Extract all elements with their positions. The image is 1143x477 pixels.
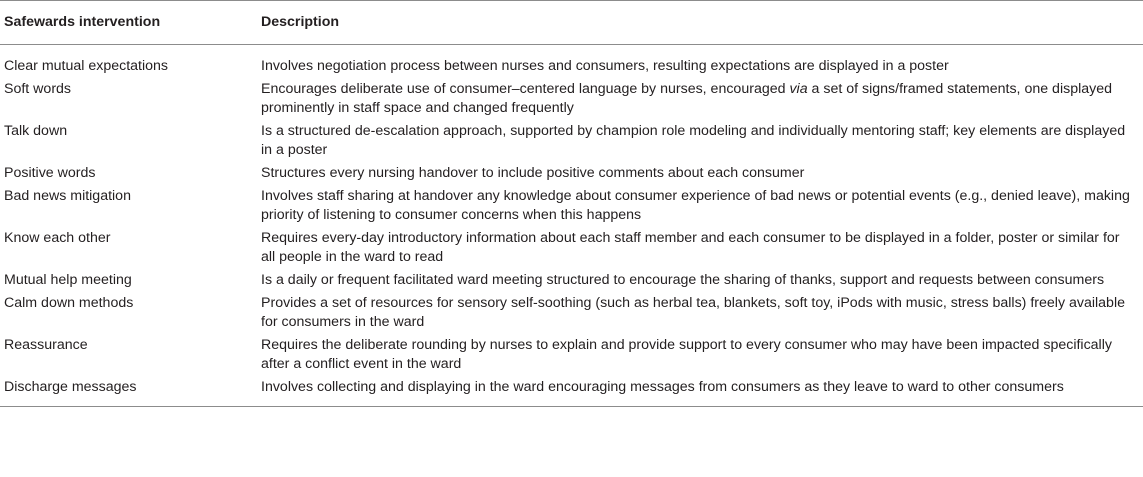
- description-cell: Requires the deliberate rounding by nurses to explain and provide support to every consumer who may have been impacted specifically after a conflict event in the ward: [261, 337, 1112, 372]
- description-emphasis: via: [789, 81, 808, 97]
- table-row: [0, 269, 1143, 292]
- intervention-cell: Know each other: [4, 230, 111, 246]
- description-cell: Is a structured de-escalation approach, supported by champion role modeling and individually mentoring staff; key elements are displayed in a poster: [261, 123, 1126, 158]
- intervention-cell: Bad news mitigation: [4, 188, 131, 204]
- intervention-cell: Clear mutual expectations: [4, 58, 169, 74]
- header-intervention: Safewards intervention: [0, 1, 258, 45]
- table-row: [0, 376, 1143, 407]
- description-text: a set of signs/framed statements, one displayed prominently in staff space and changed frequently: [261, 81, 1113, 116]
- intervention-cell: Mutual help meeting: [4, 272, 132, 288]
- description-text: Encourages deliberate use of consumer–centered language by nurses, encouraged: [261, 81, 790, 97]
- table-row: [0, 334, 1143, 376]
- header-description: Description: [258, 1, 1143, 45]
- table-row: [0, 227, 1143, 269]
- description-cell: Involves negotiation process between nurses and consumers, resulting expectations are displayed in a poster: [261, 58, 949, 74]
- intervention-cell: Soft words: [4, 81, 72, 97]
- description-cell: [258, 78, 1143, 120]
- intervention-cell: Calm down methods: [4, 295, 134, 311]
- description-cell: Involves staff sharing at handover any knowledge about consumer experience of bad news or potential events (e.g., denied leave), making priority of listening to consumer concerns when this happens: [261, 188, 1130, 223]
- description-cell: Structures every nursing handover to include positive comments about each consumer: [261, 165, 805, 181]
- table-row: [0, 185, 1143, 227]
- intervention-cell: Reassurance: [4, 337, 88, 353]
- table-row: [0, 45, 1143, 79]
- table-header-row: [0, 1, 1143, 45]
- intervention-cell: Discharge messages: [0, 376, 258, 407]
- description-cell: Is a daily or frequent facilitated ward meeting structured to encourage the sharing of thanks, support and requests between consumers: [261, 272, 1105, 288]
- table-row: [0, 78, 1143, 120]
- table-row: [0, 292, 1143, 334]
- description-cell: Provides a set of resources for sensory self-soothing (such as herbal tea, blankets, soft toy, iPods with music, stress balls) freely available for consumers in the ward: [261, 295, 1125, 330]
- table-row: [0, 162, 1143, 185]
- table-row: [0, 120, 1143, 162]
- description-cell: Involves collecting and displaying in the ward encouraging messages from consumers as they leave to ward to other consumers: [258, 376, 1143, 407]
- intervention-cell: Talk down: [4, 123, 68, 139]
- intervention-cell: Positive words: [4, 165, 96, 181]
- description-cell: Requires every-day introductory information about each staff member and each consumer to be displayed in a folder, poster or similar for all people in the ward to read: [261, 230, 1120, 265]
